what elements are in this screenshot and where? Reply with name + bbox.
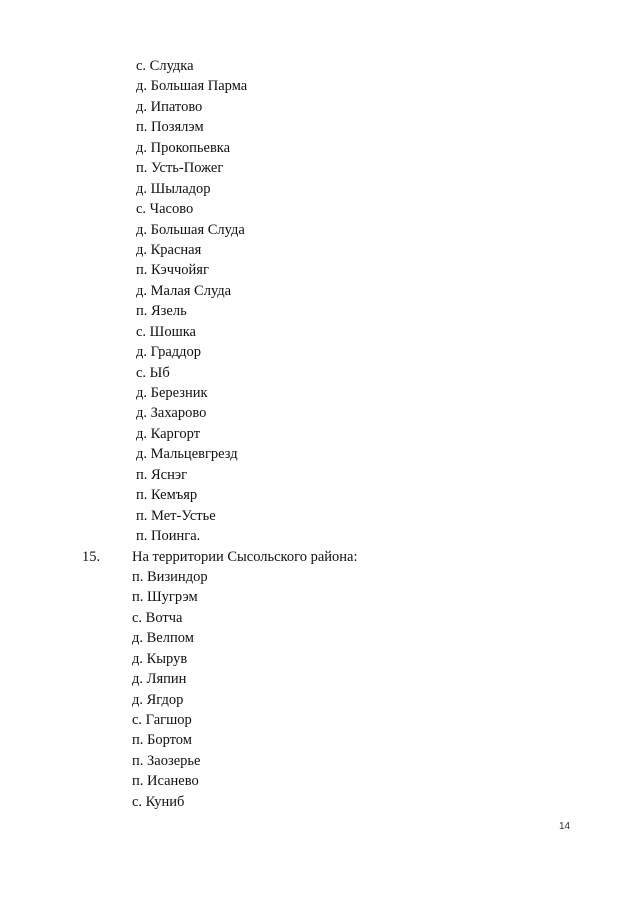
settlement-name: д. Большая Слуда bbox=[136, 221, 245, 238]
list-item bbox=[0, 56, 640, 76]
settlement-list bbox=[0, 56, 640, 812]
section-heading bbox=[0, 547, 640, 567]
list-item bbox=[0, 322, 640, 342]
list-item bbox=[0, 608, 640, 628]
settlement-name: с. Часово bbox=[136, 201, 194, 218]
list-item bbox=[0, 792, 640, 812]
list-item bbox=[0, 751, 640, 771]
list-item bbox=[0, 587, 640, 607]
settlement-name: п. Позялэм bbox=[136, 119, 204, 136]
settlement-name: с. Ыб bbox=[136, 364, 170, 381]
list-item bbox=[0, 363, 640, 383]
settlement-name: д. Кырув bbox=[132, 650, 188, 667]
settlement-name: п. Визиндор bbox=[132, 568, 208, 585]
settlement-name: д. Малая Слуда bbox=[136, 282, 232, 299]
list-item bbox=[0, 526, 640, 546]
settlement-name: д. Ягдор bbox=[132, 691, 184, 708]
list-item bbox=[0, 199, 640, 219]
list-item bbox=[0, 444, 640, 464]
list-item bbox=[0, 649, 640, 669]
list-item bbox=[0, 117, 640, 137]
settlement-name: с. Куниб bbox=[132, 793, 185, 810]
list-item bbox=[0, 506, 640, 526]
settlement-name: д. Велпом bbox=[132, 630, 194, 647]
settlement-name: д. Шыладор bbox=[136, 180, 211, 197]
settlement-name: п. Язель bbox=[136, 303, 187, 320]
settlement-name: д. Ипатово bbox=[136, 98, 203, 115]
settlement-name: п. Мет-Устье bbox=[136, 507, 216, 524]
settlement-name: д. Красная bbox=[136, 241, 202, 258]
list-item bbox=[0, 260, 640, 280]
section-title: На территории Сысольского района: bbox=[132, 548, 358, 565]
list-item bbox=[0, 240, 640, 260]
list-item bbox=[0, 710, 640, 730]
settlement-name: п. Яснэг bbox=[136, 466, 188, 483]
page-number: 14 bbox=[559, 821, 571, 832]
settlement-name: п. Бортом bbox=[132, 732, 192, 749]
settlement-name: п. Кэччойяг bbox=[136, 262, 209, 279]
section-number: 15. bbox=[82, 548, 101, 565]
settlement-name: д. Большая Парма bbox=[136, 78, 248, 95]
list-item bbox=[0, 383, 640, 403]
settlement-name: п. Кемъяр bbox=[136, 487, 198, 504]
settlement-name: п. Шугрэм bbox=[132, 589, 198, 606]
list-item bbox=[0, 485, 640, 505]
settlement-name: д. Березник bbox=[136, 385, 208, 401]
settlement-name: д. Захарово bbox=[136, 405, 207, 422]
settlement-name: д. Мальцевгрезд bbox=[136, 446, 238, 463]
list-item bbox=[0, 567, 640, 587]
list-item bbox=[0, 179, 640, 199]
list-item bbox=[0, 281, 640, 301]
list-item bbox=[0, 403, 640, 423]
settlement-name: д. Граддор bbox=[136, 344, 202, 361]
list-item bbox=[0, 730, 640, 750]
list-item bbox=[0, 669, 640, 689]
settlement-name: п. Усть-Пожег bbox=[136, 160, 224, 177]
settlement-name: п. Поинга. bbox=[136, 528, 201, 545]
list-item bbox=[0, 301, 640, 321]
list-item bbox=[0, 220, 640, 240]
settlement-name: д. Прокопьевка bbox=[136, 139, 231, 156]
list-item bbox=[0, 342, 640, 362]
list-item bbox=[0, 76, 640, 96]
list-item bbox=[0, 97, 640, 117]
list-item bbox=[0, 690, 640, 710]
settlement-name: д. Ляпин bbox=[132, 671, 187, 688]
list-item bbox=[0, 158, 640, 178]
settlement-name: д. Каргорт bbox=[136, 425, 201, 442]
list-item bbox=[0, 771, 640, 791]
settlement-name: с. Гагшор bbox=[132, 712, 192, 728]
settlement-name: п. Заозерье bbox=[132, 752, 201, 769]
settlement-name: с. Слудка bbox=[136, 58, 194, 74]
settlement-name: п. Исанево bbox=[132, 773, 199, 790]
list-item bbox=[0, 424, 640, 444]
settlement-name: с. Вотча bbox=[132, 609, 183, 626]
settlement-name: с. Шошка bbox=[136, 323, 196, 340]
list-item bbox=[0, 628, 640, 648]
list-item bbox=[0, 465, 640, 485]
list-item bbox=[0, 138, 640, 158]
